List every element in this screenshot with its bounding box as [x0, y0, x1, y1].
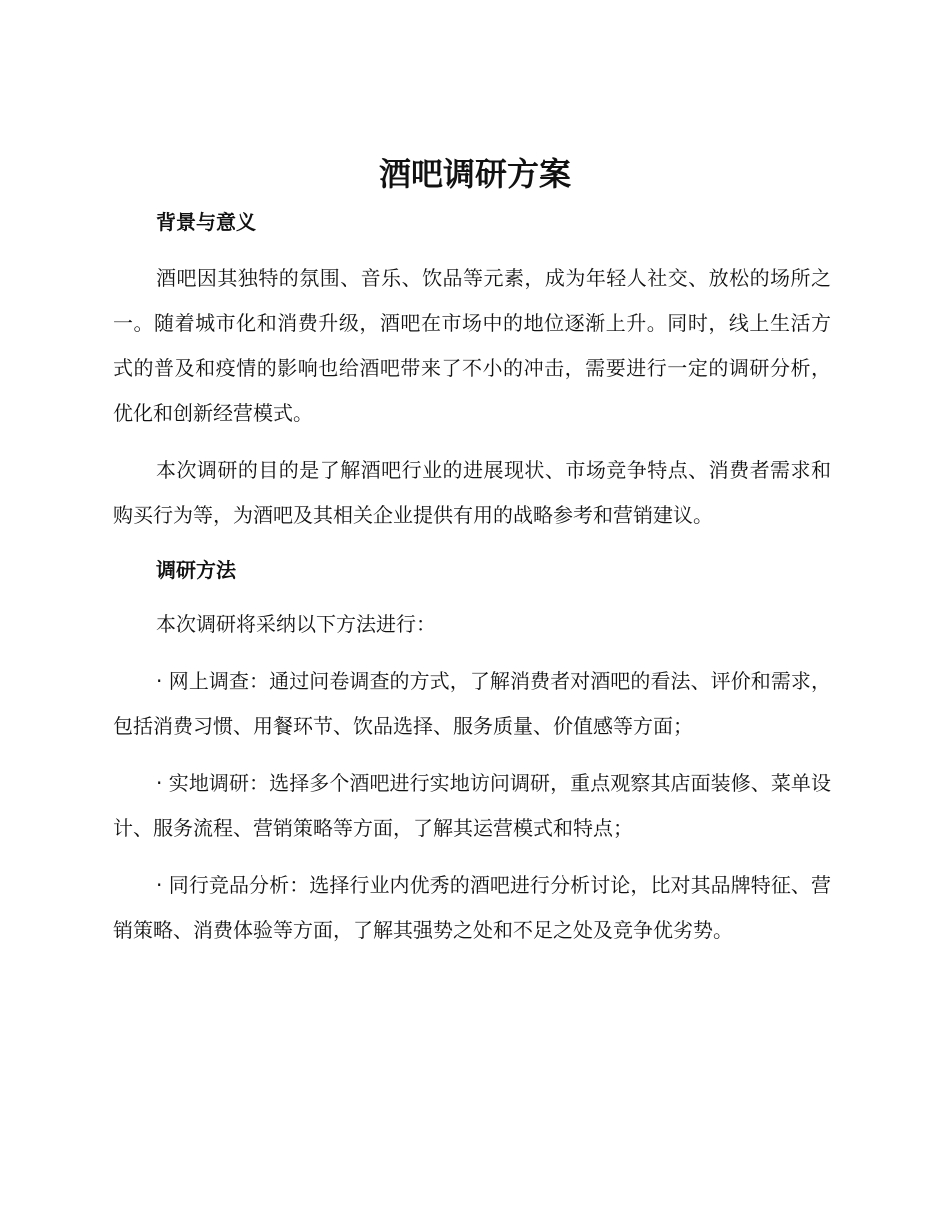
list-item-online-survey: · 网上调查：通过问卷调查的方式，了解消费者对酒吧的看法、评价和需求，包括消费习惯、用餐环节、饮品选择、服务质量、价值感等方面； — [113, 669, 831, 738]
document-body — [113, 200, 831, 953]
list-item-competitor-analysis: · 同行竞品分析：选择行业内优秀的酒吧进行分析讨论，比对其品牌特征、营销策略、消费体验等方面，了解其强势之处和不足之处及竞争优劣势。 — [113, 873, 831, 942]
section-heading-methods: 调研方法 — [156, 558, 236, 582]
section-heading-background: 背景与意义 — [156, 210, 256, 234]
paragraph-background-1: 酒吧因其独特的氛围、音乐、饮品等元素，成为年轻人社交、放松的场所之一。随着城市化和消费升级，酒吧在市场中的地位逐渐上升。同时，线上生活方式的普及和疫情的影响也给酒吧带来了不小的冲击，需要进行一定的调研分析，优化和创新经营模式。 — [113, 266, 831, 425]
paragraph-background-2: 本次调研的目的是了解酒吧行业的进展现状、市场竞争特点、消费者需求和购买行为等，为酒吧及其相关企业提供有用的战略参考和营销建议。 — [113, 458, 831, 527]
paragraph-methods-intro: 本次调研将采纳以下方法进行： — [156, 612, 436, 636]
document-title: 酒吧调研方案 — [378, 155, 571, 193]
list-item-field-research: · 实地调研：选择多个酒吧进行实地访问调研，重点观察其店面装修、菜单设计、服务流程、营销策略等方面，了解其运营模式和特点； — [113, 771, 831, 840]
